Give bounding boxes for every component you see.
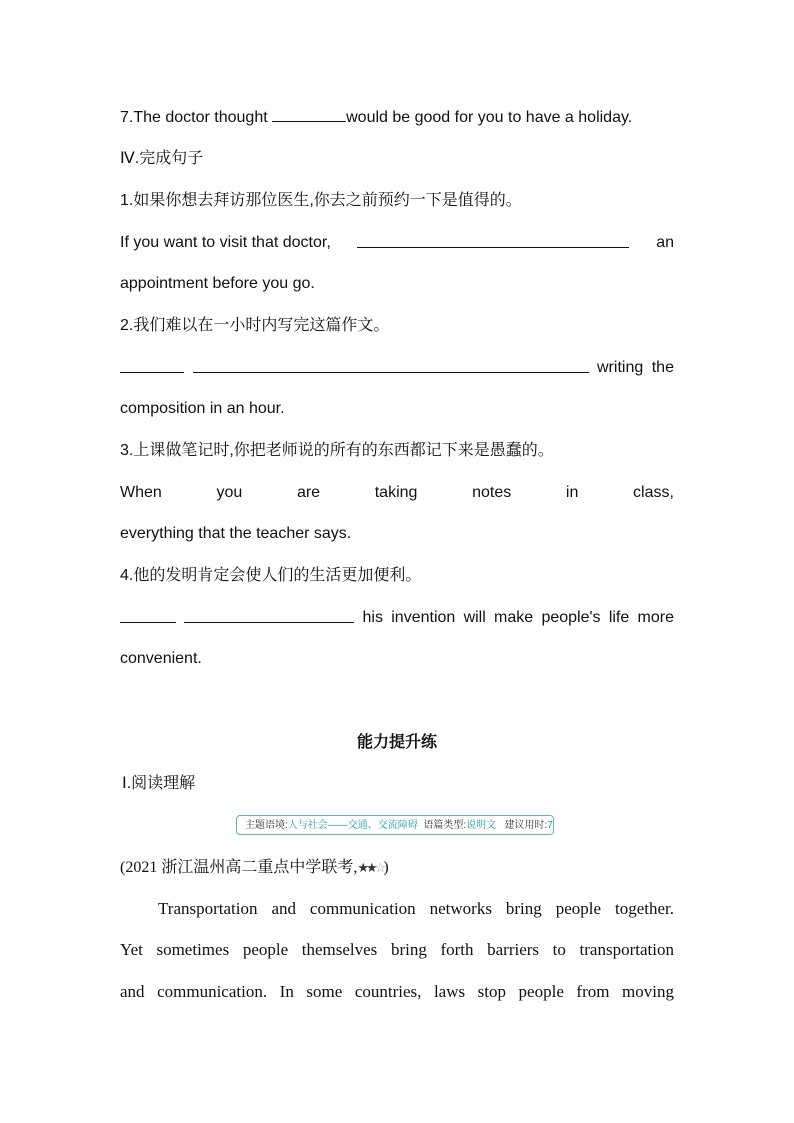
s3-word: are xyxy=(296,484,321,501)
star-icon: ☆ xyxy=(374,860,384,875)
passage-word: to xyxy=(552,940,566,959)
sentence-3-english-line2: everything that the teacher says. xyxy=(120,525,352,542)
passage-line-3 xyxy=(120,980,674,1004)
passage-word: Transportation xyxy=(158,899,258,918)
s4-word: will xyxy=(463,609,486,626)
sentence-3-english-line1 xyxy=(120,481,674,505)
time-value: 7 xyxy=(547,820,553,831)
question-7 xyxy=(120,105,674,130)
sentence-1-english-line1 xyxy=(120,231,674,255)
passage-word: stop xyxy=(477,982,506,1001)
sentence-3-chinese: 3.上课做笔记时,你把老师说的所有的东西都记下来是愚蠢的。 xyxy=(120,442,554,459)
passage-word: people xyxy=(242,940,289,959)
passage-word: moving xyxy=(622,982,674,1001)
sentence-1-chinese: 1.如果你想去拜访那位医生,你去之前预约一下是值得的。 xyxy=(120,192,522,209)
passage-word: forth xyxy=(440,940,474,959)
genre-value: 说明文 xyxy=(466,820,497,831)
reading-section-title: Ⅰ.阅读理解 xyxy=(122,775,196,792)
sentence-4-english-line2: convenient. xyxy=(120,650,202,667)
s4-word: people's xyxy=(541,609,601,626)
star-icon: ★★ xyxy=(357,860,375,875)
passage-word: communication xyxy=(309,899,416,918)
passage-word: barriers xyxy=(487,940,540,959)
s4-word: life xyxy=(608,609,630,626)
s4-word: more xyxy=(637,609,674,626)
s4-word: make xyxy=(494,609,534,626)
sentence-1-english-line2: appointment before you go. xyxy=(120,275,315,292)
theme-label: 主题语境: xyxy=(245,820,288,831)
passage-word: sometimes xyxy=(156,940,230,959)
s2-word-writing: writing xyxy=(597,359,644,376)
passage-word: and xyxy=(120,982,145,1001)
s3-word: class, xyxy=(633,484,674,501)
passage-word: themselves xyxy=(301,940,378,959)
passage-word: laws xyxy=(433,982,466,1001)
s2-word-the: the xyxy=(651,359,674,376)
answer-blank[interactable] xyxy=(357,231,629,248)
passage-word: bring xyxy=(390,940,427,959)
passage-word: people xyxy=(555,899,602,918)
answer-blank[interactable] xyxy=(184,606,354,623)
passage-word: and xyxy=(271,899,296,918)
passage-word: some xyxy=(306,982,343,1001)
answer-blank[interactable] xyxy=(193,356,589,373)
passage-word: Yet xyxy=(120,940,143,959)
source-close: ) xyxy=(383,859,389,876)
s3-word: taking xyxy=(374,484,418,501)
sentence-4-english-line1 xyxy=(120,606,674,630)
s4-word: invention xyxy=(391,609,456,626)
s1-en-end: an xyxy=(656,234,674,251)
q7-text-after: would be good for you to have a holiday. xyxy=(346,109,633,126)
passage-word: transportation xyxy=(579,940,674,959)
passage-word: countries, xyxy=(354,982,422,1001)
answer-blank[interactable] xyxy=(120,356,184,373)
answer-blank[interactable] xyxy=(120,606,176,623)
s4-word: his xyxy=(362,609,383,626)
passage-word: from xyxy=(576,982,610,1001)
sentence-2-english-line2: composition in an hour. xyxy=(120,400,285,417)
passage-word: together. xyxy=(614,899,674,918)
ability-section-title: 能力提升练 xyxy=(356,734,437,751)
passage-word: networks xyxy=(429,899,492,918)
time-label: 建议用时: xyxy=(504,820,548,831)
passage-line-2 xyxy=(120,938,674,962)
theme-value: 人与社会——交通、交流障碍 xyxy=(287,820,418,831)
s3-word: in xyxy=(565,484,579,501)
answer-blank[interactable] xyxy=(272,105,346,122)
passage-word: communication. xyxy=(157,982,268,1001)
passage-word: people xyxy=(518,982,564,1001)
sentence-2-english-line1 xyxy=(120,356,674,380)
passage-word: bring xyxy=(505,899,542,918)
section-4-title: Ⅳ.完成句子 xyxy=(120,150,204,167)
s1-en-start: If you want to visit that doctor, xyxy=(120,234,331,251)
s3-word: you xyxy=(216,484,243,501)
source-text: (2021 浙江温州高二重点中学联考, xyxy=(120,859,358,876)
passage-line-1 xyxy=(120,897,674,921)
sentence-2-chinese: 2.我们难以在一小时内写完这篇作文。 xyxy=(120,317,390,334)
passage-word: In xyxy=(279,982,294,1001)
topic-tag-box xyxy=(236,815,554,835)
s3-word: notes xyxy=(472,484,512,501)
sentence-4-chinese: 4.他的发明肯定会使人们的生活更加便利。 xyxy=(120,567,422,584)
source-line xyxy=(120,856,674,880)
s3-word: When xyxy=(120,484,162,501)
q7-text-before: 7.The doctor thought xyxy=(120,109,273,126)
genre-label: 语篇类型: xyxy=(423,820,467,831)
